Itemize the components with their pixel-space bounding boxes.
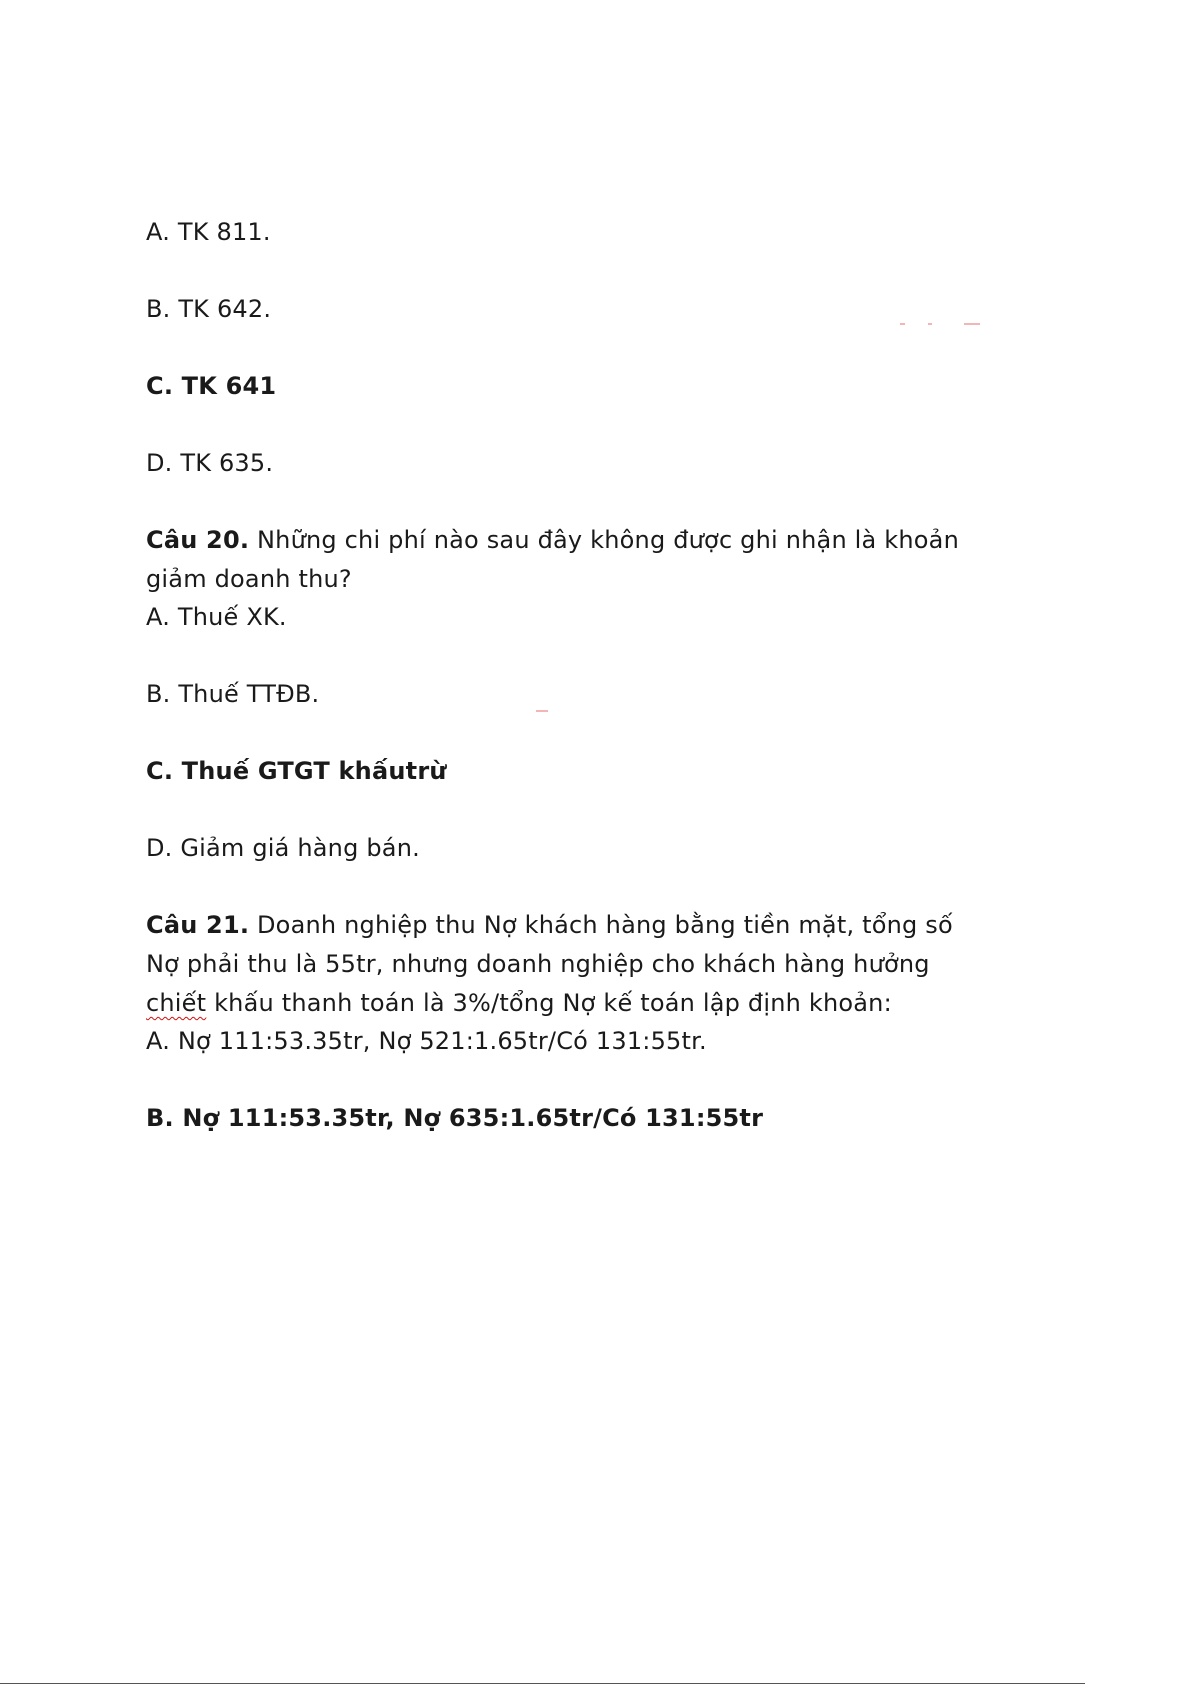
page-bottom-edge	[0, 1683, 1085, 1684]
q20-question-line-1	[146, 521, 959, 560]
q20-option-d: D. Giảm giá hàng bán.	[146, 834, 420, 862]
q20-question-line-2: giảm doanh thu?	[146, 565, 352, 593]
q20-option-c-answer: C. Thuế GTGT khấutrừ	[146, 757, 447, 785]
q19-option-a: A. TK 811.	[146, 218, 271, 246]
q19-option-d: D. TK 635.	[146, 449, 274, 477]
q20-option-b: B. Thuế TTĐB.	[146, 680, 320, 708]
q21-question-line-1	[146, 906, 953, 945]
scan-artifact	[964, 323, 980, 325]
q19-option-b: B. TK 642.	[146, 295, 272, 323]
q19-option-c-answer: C. TK 641	[146, 372, 277, 400]
q21-option-b-answer: B. Nợ 111:53.35tr, Nợ 635:1.65tr/Có 131:55tr	[146, 1104, 764, 1132]
q21-text-3: khấu thanh toán là 3%/tổng Nợ kế toán lập định khoản:	[206, 989, 892, 1017]
q21-option-a: A. Nợ 111:53.35tr, Nợ 521:1.65tr/Có 131:55tr.	[146, 1027, 707, 1055]
scan-artifact	[900, 323, 905, 325]
q20-text-1: Những chi phí nào sau đây không được ghi nhận là khoản	[249, 526, 959, 554]
spellcheck-word: chiết	[146, 989, 207, 1017]
q21-question-line-3	[146, 984, 892, 1023]
scan-artifact	[928, 323, 932, 325]
q21-question-line-2: Nợ phải thu là 55tr, nhưng doanh nghiệp cho khách hàng hưởng	[146, 950, 930, 978]
q21-text-1: Doanh nghiệp thu Nợ khách hàng bằng tiền mặt, tổng số	[249, 911, 953, 939]
q20-number: Câu 20.	[146, 526, 250, 554]
q21-number: Câu 21.	[146, 911, 250, 939]
q20-option-a: A. Thuế XK.	[146, 603, 287, 631]
scan-artifact	[536, 710, 548, 712]
